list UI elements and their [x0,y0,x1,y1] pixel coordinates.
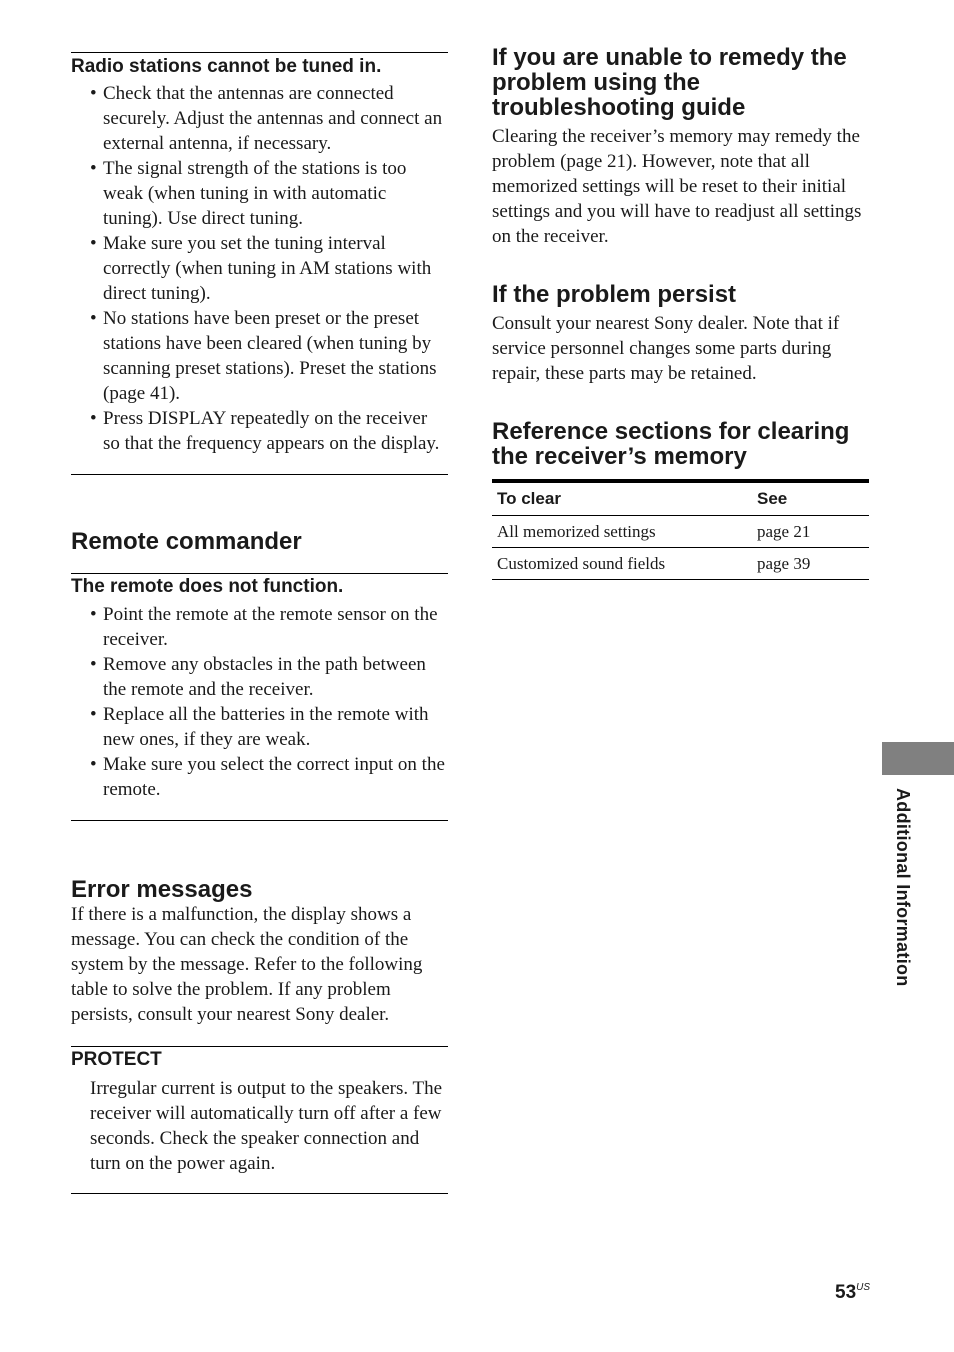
table-row [492,516,869,548]
table-row [492,548,869,580]
unable-text: Clearing the receiver’s memory may remedy the problem (page 21). However, note that all memorized settings will be reset to their initial settings and you will have to readjust all settings on the receiver. [492,126,862,247]
list-item: • Make sure you select the correct input on the remote. [90,754,445,800]
list-item: • The signal strength of the stations is too weak (when tuning in with automatic tuning). Use direct tuning. [90,158,407,229]
section-rule [71,1193,448,1194]
errors-intro: If there is a malfunction, the display shows a message. You can check the condition of the system by the message. Refer to the following table to solve the problem. If any problem persists, consult your nearest Sony dealer. [71,904,423,1025]
reference-title: Reference sections for clearing the receiver’s memory [492,418,850,470]
section-rule [71,52,448,53]
table-cell: Customized sound fields [492,548,752,580]
remote-list [71,602,448,802]
persist-title: If the problem persist [492,281,737,308]
reference-table [492,479,869,580]
section-rule [71,820,448,821]
list-item: • Remove any obstacles in the path between the remote and the receiver. [90,654,426,700]
table-cell: page 21 [752,516,869,548]
col-header-clear: To clear [492,481,752,516]
section-tab-marker [882,742,954,775]
left-column [71,52,448,1194]
radio-heading: Radio stations cannot be tuned in. [71,56,382,77]
persist-text: Consult your nearest Sony dealer. Note that if service personnel changes some parts during repair, these parts may be retained. [492,313,840,384]
list-item: • Press DISPLAY repeatedly on the receiver so that the frequency appears on the display. [90,408,440,454]
list-item: • Make sure you set the tuning interval correctly (when tuning in AM stations with direct tuning). [90,233,432,304]
table-cell: All memorized settings [492,516,752,548]
table-cell: page 39 [752,548,869,580]
side-section-label: Additional Information [893,788,913,987]
section-rule [71,573,448,574]
errors-title: Error messages [71,876,253,903]
page-number: $53^{US}$ [835,1282,871,1303]
table-header-row [492,481,869,516]
remote-heading: The remote does not function. [71,576,344,597]
protect-text: Irregular current is output to the speakers. The receiver will automatically turn off after a few seconds. Check the speaker connection and turn on the power again. [90,1078,443,1174]
page-suffix: US [856,1282,871,1293]
unable-title: If you are unable to remedy the problem using the troubleshooting guide [492,44,847,121]
list-item: • Replace all the batteries in the remote with new ones, if they are weak. [90,704,429,750]
radio-list [71,81,448,456]
list-item: • Check that the antennas are connected securely. Adjust the antennas and connect an external antenna, if necessary. [90,83,443,154]
col-header-see: See [752,481,869,516]
protect-label: PROTECT [71,1049,162,1070]
right-column [492,45,869,580]
list-item: • Point the remote at the remote sensor on the receiver. [90,604,438,650]
section-rule [71,474,448,475]
remote-title: Remote commander [71,528,302,555]
list-item: • No stations have been preset or the preset stations have been cleared (when tuning by scanning preset stations). Preset the stations (page 41). [90,308,437,404]
section-rule [71,1046,448,1047]
